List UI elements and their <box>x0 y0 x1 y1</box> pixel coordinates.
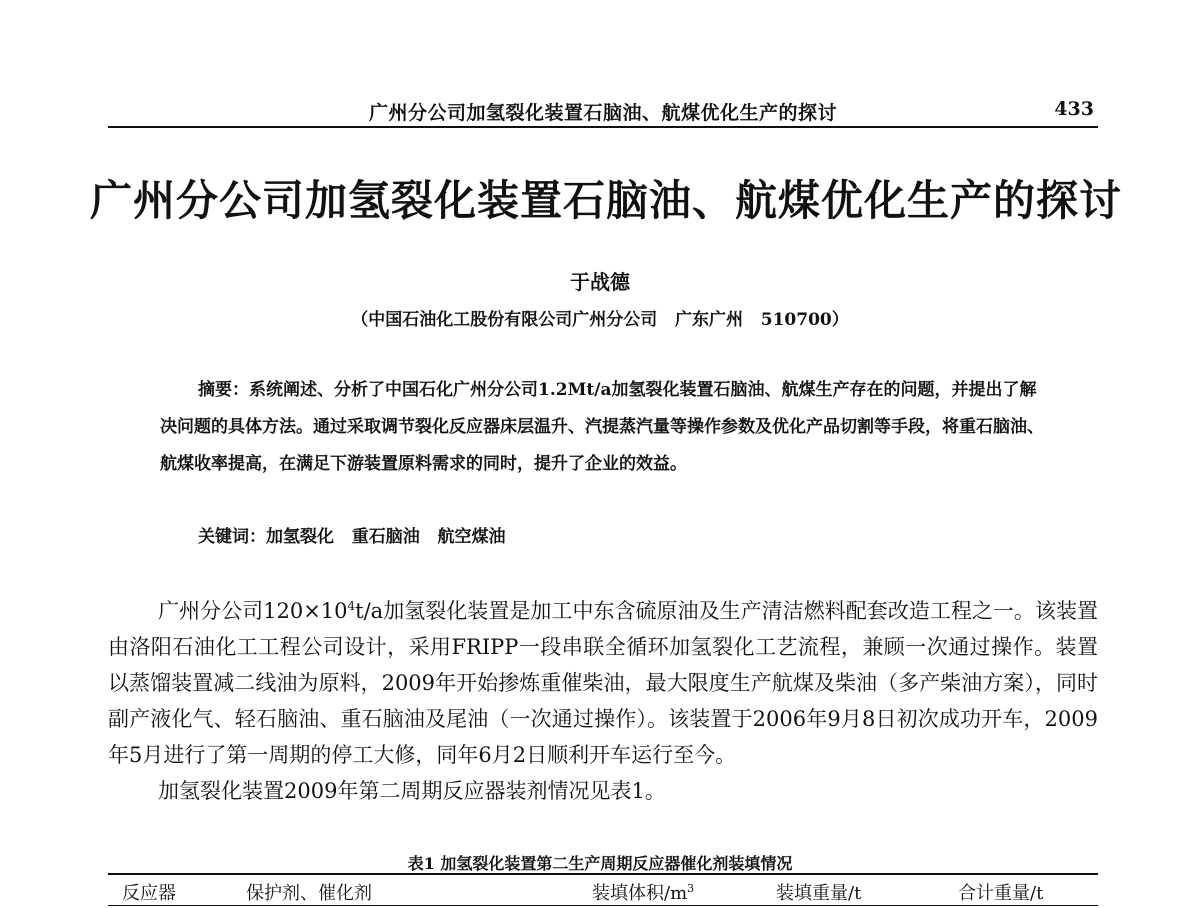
body-paragraph-1 <box>108 588 1098 773</box>
page-number: 433 <box>1054 98 1094 120</box>
author-name: 于战德 <box>570 270 630 294</box>
paper-title: 广州分公司加氢裂化装置石脑油、航煤优化生产的探讨 <box>90 176 1123 225</box>
table-header-volume <box>592 879 694 905</box>
table-header-total: 合计重量/t <box>958 883 1044 904</box>
table-caption: 表1 加氢裂化装置第二生产周期反应器催化剂装填情况 <box>407 854 793 873</box>
body-p1-rest: t/a加氢裂化装置是加工中东含硫原油及生产清洁燃料配套改造工程之一。该装置由洛阳石油化工工程公司设计，采用FRIPP一段串联全循环加氢裂化工艺流程，兼顾一次通过操作。装置以蒸馏装置减二线油为原料，2009年开始掺炼重催柴油，最大限度生产航煤及柴油（多产柴油方案），同时副产液化气、轻石脑油、重石脑油及尾油（一次通过操作）。该装置于2006年9月8日初次成功开车，2009年5月进行了第一周期的停工大修，同年6月2日顺利开车运行至今。 <box>108 599 1099 767</box>
running-title: 广州分公司加氢裂化装置石脑油、航煤优化生产的探讨 <box>368 102 837 124</box>
table-header-catalyst: 保护剂、催化剂 <box>246 883 372 904</box>
body-p1-prefix: 广州分公司120×10 <box>158 599 348 623</box>
table-header-volume-sup: 3 <box>687 882 695 895</box>
body-text <box>108 588 1098 809</box>
body-paragraph-2: 加氢裂化装置2009年第二周期反应器装剂情况见表1。 <box>158 779 666 803</box>
abstract-text: 摘要：系统阐述、分析了中国石化广州分公司1.2Mt/a加氢裂化装置石脑油、航煤生产存在的问题，并提出了解决问题的具体方法。通过采取调节裂化反应器床层温升、汽提蒸汽量等操作参数及优化产品切割等手段，将重石脑油、航煤收率提高，在满足下游装置原料需求的同时，提升了企业的效益。 <box>160 380 1044 474</box>
table-header-reactor: 反应器 <box>122 883 176 904</box>
table-header-volume-text: 装填体积/m <box>592 883 688 904</box>
abstract <box>160 372 1045 483</box>
catalyst-table <box>108 873 1098 906</box>
table-header-weight: 装填重量/t <box>776 883 862 904</box>
body-p1-superscript: 4 <box>347 599 356 613</box>
running-header <box>108 96 1098 128</box>
keywords: 关键词：加氢裂化 重石脑油 航空煤油 <box>198 527 506 547</box>
author-affiliation: （中国石油化工股份有限公司广州分公司 广东广州 510700） <box>351 310 849 330</box>
